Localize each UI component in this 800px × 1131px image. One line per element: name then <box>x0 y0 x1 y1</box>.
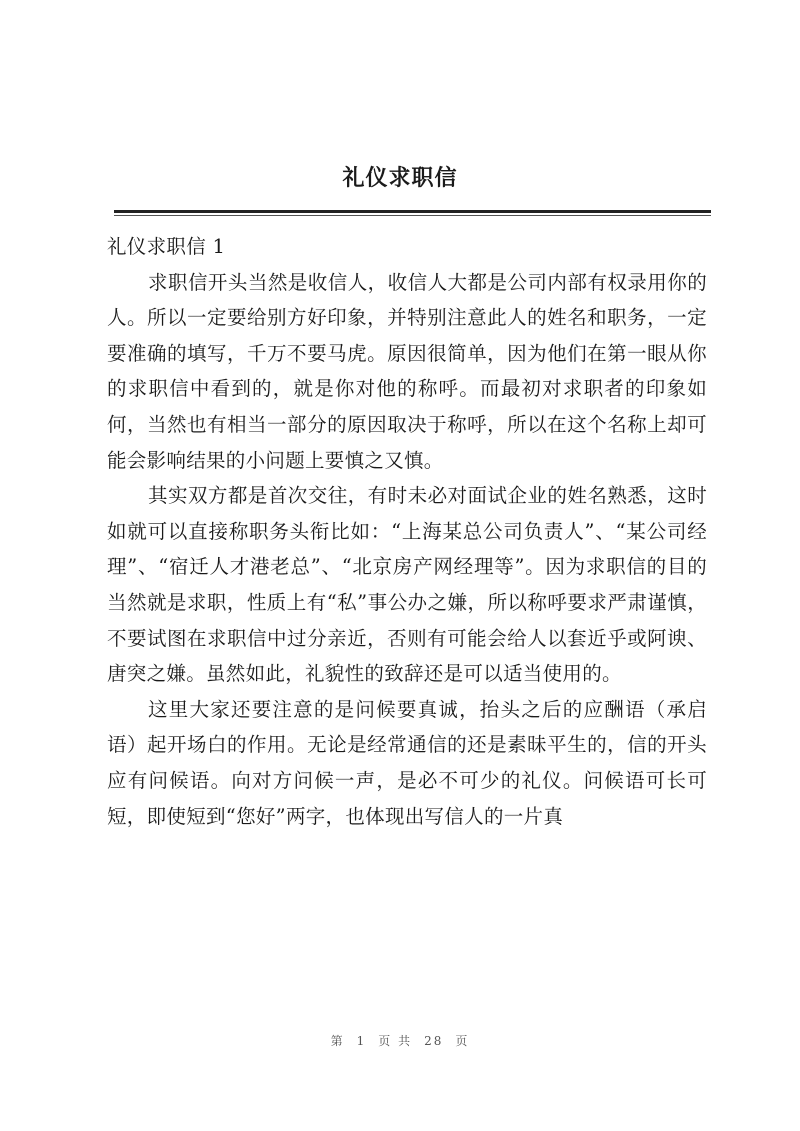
title-divider-thin <box>114 215 711 216</box>
document-body <box>107 229 707 834</box>
page-title: 礼仪求职信 <box>342 165 458 191</box>
page-footer <box>0 1032 800 1049</box>
paragraph-1: 求职信开头当然是收信人，收信人大都是公司内部有权录用你的人。所以一定要给别方好印象，并特别注意此人的姓名和职务，一定要准确的填写，千万不要马虎。原因很简单，因为他们在第一眼从你的求职信中看到的，就是你对他的称呼。而最初对求职者的印象如何，当然也有相当一部分的原因取决于称呼，所以在这个名称上却可能会影响结果的小问题上要慎之又慎。 <box>107 270 707 472</box>
footer-current-page: 1 <box>356 1034 367 1048</box>
paragraph-3: 这里大家还要注意的是问候要真诚，抬头之后的应酬语（承启语）起开场白的作用。无论是经常通信的还是素昧平生的，信的开头应有问候语。向对方问候一声，是必不可少的礼仪。问候语可长可短，即使短到“您好”两字，也体现出写信人的一片真 <box>107 697 707 828</box>
footer-total-pages: 28 <box>424 1034 444 1048</box>
title-divider <box>114 210 711 213</box>
footer-label-pages: 页 <box>455 1034 470 1048</box>
footer-label-of: 页 共 <box>378 1034 413 1048</box>
section-heading: 礼仪求职信 1 <box>107 235 226 258</box>
footer-label-page: 第 <box>330 1034 345 1048</box>
paragraph-2: 其实双方都是首次交往，有时未必对面试企业的姓名熟悉，这时如就可以直接称职务头衔比如：“上海某总公司负责人”、“某公司经理”、“宿迁人才港老总”、“北京房产网经理等”。因为求职信的目的当然就是求职，性质上有“私”事公办之嫌，所以称呼要求严肃谨慎，不要试图在求职信中过分亲近，否则有可能会给人以套近乎或阿谀、唐突之嫌。虽然如此，礼貌性的致辞还是可以适当使用的。 <box>107 484 707 686</box>
